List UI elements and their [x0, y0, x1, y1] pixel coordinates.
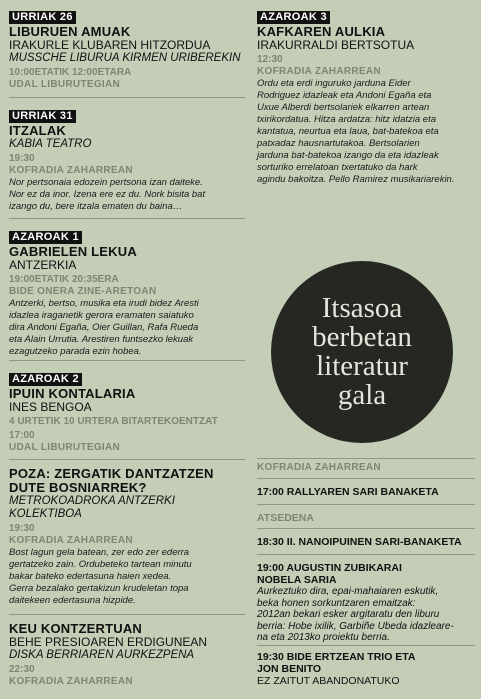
event-keu-kontzertuan — [9, 622, 245, 688]
event-date: URRIAK 31 — [9, 110, 76, 123]
event-title: KEU KONTZERTUAN — [9, 621, 142, 636]
divider — [9, 97, 245, 98]
event-description: Bost lagun gela batean, zer edo zer ederra gertatzeko zain. Ordubeteko tartean minutu bakar bateko edertasuna haien xedea. Gerra bezalako gertakizun krudeletan topa daitekeen edertasuna hizpide. — [9, 547, 192, 606]
divider — [257, 645, 475, 646]
event-subtitle: IRAKURLE KLUBAREN HITZORDUA — [9, 38, 211, 52]
divider — [9, 360, 245, 361]
event-time: 12:30 — [257, 54, 283, 65]
divider — [9, 614, 245, 615]
event-place: KOFRADIA ZAHARREAN — [9, 676, 133, 687]
divider — [257, 458, 475, 459]
event-description: Antzerki, bertso, musika eta irudi bidez Aresti idazlea iraganetik gerora eramaten saiatuko dira Andoni Egaña, Oier Guillan, Rafa Rueda eta Alain Urrutia. Arestiren funtsezko lekuak ezagutzeko parada ezin hobea. — [9, 298, 199, 357]
event-place: BIDE ONERA ZINE-ARETOAN — [9, 286, 157, 297]
event-title: POZA: ZERGATIK DANTZATZEN DUTE BOSNIARREK? — [9, 466, 214, 495]
event-liburuen-amuak — [9, 7, 245, 91]
gala-line: literatur — [316, 350, 408, 382]
schedule-item: 17:00 RALLYAREN SARI BANAKETA — [257, 486, 439, 498]
event-place: KOFRADIA ZAHARREAN — [9, 535, 133, 546]
event-time: 19:00ETATIK 20:35ERA — [9, 274, 119, 285]
event-time: 19:30 — [9, 153, 35, 164]
event-title: GABRIELEN LEKUA — [9, 244, 137, 259]
event-subtitle: BEHE PRESIOAREN ERDIGUNEAN — [9, 635, 208, 649]
event-subtitle-italic: KABIA TEATRO — [9, 138, 92, 150]
event-subtitle: INES BENGOA — [9, 400, 92, 414]
event-description: Ordu eta erdi inguruko jarduna Eider Rodriguez idazleak eta Andoni Egaña eta Uxue Alberdi bertsolariek elkarren artean txirikordatua. Hitza ardatza: hitz idatzia eta kantatua, neurtua eta laua, bat-batekoa eta patxadaz hausnartutakoa. Bertsolarien jarduna bat-batekoa izango da eta idazleak sorturiko errelatoan txertatuko da hark agindu bakoitza. Pello Ramirez musikariarekin. — [257, 78, 455, 185]
event-date: AZAROAK 3 — [257, 11, 330, 24]
event-time: 10:00ETATIK 12:00ETARA — [9, 67, 132, 78]
event-place: KOFRADIA ZAHARREAN — [257, 66, 381, 77]
event-subtitle-italic: METROKOADROKA ANTZERKI KOLEKTIBOA — [9, 495, 175, 520]
event-title: IPUIN KONTALARIA — [9, 386, 136, 401]
event-time: 17:00 — [9, 430, 35, 441]
event-ipuin-kontalaria — [9, 369, 245, 454]
event-subtitle-italic: DISKA BERRIAREN AURKEZPENA — [9, 649, 195, 661]
divider — [257, 478, 475, 479]
gala-line: gala — [337, 379, 387, 411]
schedule-item: 18:30 II. NANOIPUINEN SARI-BANAKETA — [257, 536, 462, 548]
event-kafkaren-aulkia — [257, 7, 475, 186]
event-title: KAFKAREN AULKIA — [257, 24, 386, 39]
event-date: AZAROAK 1 — [9, 231, 82, 244]
event-title: ITZALAK — [9, 123, 66, 138]
event-place: UDAL LIBURUTEGIAN — [9, 442, 121, 453]
schedule-item: 19:30 BIDE ERTZEAN TRIO ETA JON BENITO EZ ZAITUT ABANDONATUKO — [257, 651, 416, 687]
schedule-item: ATSEDENA — [257, 512, 314, 524]
gala-line: berbetan — [312, 321, 412, 353]
divider — [9, 459, 245, 460]
divider — [257, 528, 475, 529]
event-subtitle: IRAKURRALDI BERTSOTUA — [257, 38, 415, 52]
divider — [9, 218, 245, 219]
divider — [257, 504, 475, 505]
event-poza — [9, 467, 245, 607]
gala-badge — [271, 261, 453, 443]
event-date: URRIAK 26 — [9, 11, 76, 24]
event-time: 19:30 — [9, 523, 35, 534]
schedule-item: 19:00 AUGUSTIN ZUBIKARAI NOBELA SARIA Aurkeztuko dira, epai-mahaiaren eskutik, beka honen sorkuntzaren emaitzak: 2012an bekari esker argitaratu den liburu berria: Hobe ixilik, Garbiñe Ubeda idazleare- na eta 2013ko proiektu berria. — [257, 562, 475, 644]
divider — [257, 554, 475, 555]
gala-line: Itsasoa — [321, 292, 403, 324]
gala-place: KOFRADIA ZAHARREAN — [257, 462, 381, 473]
event-itzalak — [9, 106, 245, 213]
schedule-description: Aurkeztuko dira, epai-mahaiaren eskutik, beka honen sorkuntzaren emaitzak: 2012an bekari esker argitaratu den liburu berria: Hobe ixilik, Garbiñe Ubeda idazleare- na eta 2013ko proiektu berria. — [257, 586, 454, 643]
event-date: AZAROAK 2 — [9, 373, 82, 386]
event-subtitle-italic: MUSSCHE LIBURUA KIRMEN URIBEREKIN — [9, 52, 241, 64]
event-subtitle: ANTZERKIA — [9, 258, 77, 272]
event-time: 22:30 — [9, 664, 35, 675]
event-title: LIBURUEN AMUAK — [9, 24, 131, 39]
event-gabrielen-lekua — [9, 227, 245, 358]
event-audience: 4 URTETIK 10 URTERA BITARTEKOENTZAT — [9, 416, 218, 427]
event-place: UDAL LIBURUTEGIAN — [9, 79, 121, 90]
event-description: Nor pertsonaia edozein pertsona izan daiteke. Nor ez da inor. Izena ere ez du. Nork bisita bat izango du, bere itzala ematen du baina… — [9, 177, 206, 212]
event-place: KOFRADIA ZAHARREAN — [9, 165, 133, 176]
